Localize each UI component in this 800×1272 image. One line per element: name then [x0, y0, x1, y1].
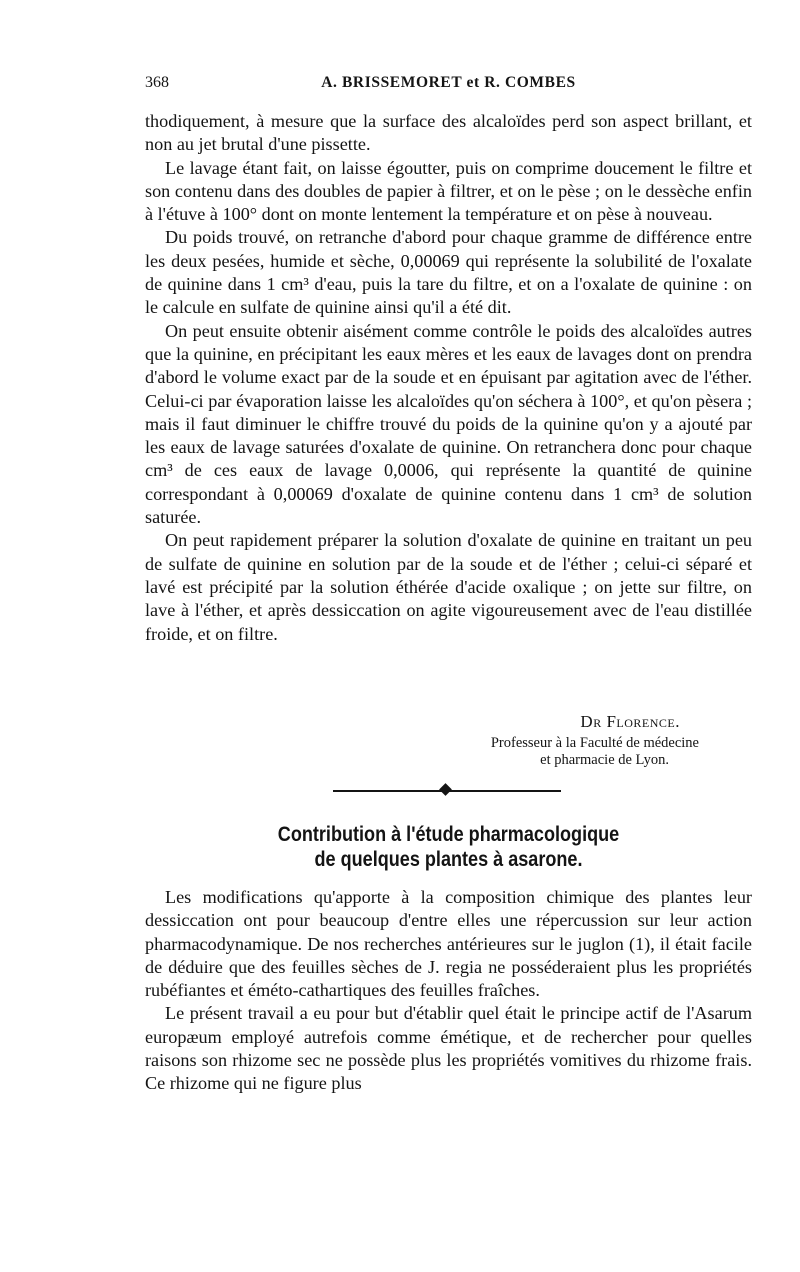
- paragraph: Les modifications qu'apporte à la composition chimique des plantes leur dessiccation ont pour beaucoup d'entre elles une répercussion sur leur action pharmacodynamique. De nos recherches antérieures sur le juglon (1), il était facile de déduire que des feuilles sèches de J. regia ne posséderaient plus les propriétés rubéfiantes et éméto-cathartiques des feuilles fraîches.: [145, 887, 752, 1001]
- paragraph: Le présent travail a eu pour but d'établir quel était le principe actif de l'Asarum europæum employé autrefois comme émétique, et de rechercher pour quelles raisons son rhizome sec ne possède plus les propriétés vomitives du rhizome frais. Ce rhizome qui ne figure plus: [145, 1003, 752, 1094]
- signature-affiliation: Professeur à la Faculté de médecine: [490, 735, 699, 751]
- signature-affiliation: et pharmacie de Lyon.: [540, 752, 669, 768]
- paragraph: On peut ensuite obtenir aisément comme contrôle le poids des alcaloïdes autres que la quinine, en précipitant les eaux mères et les eaux de lavages dont on prendra d'abord le volume exact par de la soude et en épuisant par agitation avec de l'éther. Celui-ci par évaporation laisse les alcaloïdes qu'on séchera à 100°, et qu'on pèsera ; mais il faut diminuer le chiffre trouvé du poids de la quinine qu'on y a ajouté par les eaux de lavage saturées d'oxalate de quinine. On retranchera donc pour chaque cm³ de ces eaux de lavage 0,0006, qui représente la quantité de quinine correspondant à 0,00069 d'oxalate de quinine contenu dans 1 cm³ de solution saturée.: [145, 320, 752, 528]
- paragraph: Le lavage étant fait, on laisse égoutter, puis on comprime doucement le filtre et son contenu dans des doubles de papier à filtrer, et on le pèse ; on le dessèche enfin à l'étuve à 100° dont on monte lentement la température et on pèse à nouveau.: [145, 157, 752, 225]
- article-title-line: Contribution à l'étude pharmacologique: [277, 823, 620, 846]
- article-title-line: de quelques plantes à asarone.: [314, 848, 583, 871]
- paragraph: Du poids trouvé, on retranche d'abord pour chaque gramme de différence entre les deux pesées, humide et sèche, 0,00069 qui représente la solubilité de l'oxalate de quinine dans 1 cm³ d'eau, puis la tare du filtre, et on a l'oxalate de quinine : on le calcule en sulfate de quinine ainsi qu'il a été dit.: [145, 227, 752, 318]
- body-text-article: [145, 886, 752, 1096]
- body-text-section-1: [145, 110, 752, 646]
- paragraph: thodiquement, à mesure que la surface des alcaloïdes perd son aspect brillant, et non au jet brutal d'une pissette.: [145, 111, 752, 155]
- signature-name: Dr Florence.: [580, 712, 680, 731]
- divider-diamond-ornament: [439, 783, 452, 796]
- running-head: A. BRISSEMORET et R. COMBES: [321, 74, 576, 91]
- paragraph: On peut rapidement préparer la solution d'oxalate de quinine en traitant un peu de sulfate de quinine en solution par de la soude et de l'éther ; celui-ci séparé et lavé est précipité par la solution éthérée d'acide oxalique ; on jette sur filtre, on lave à l'éther, et après dessiccation on agite vigoureusement avec de l'eau distillée froide, et on filtre.: [145, 530, 752, 644]
- page-number: 368: [145, 74, 169, 91]
- page-header: [145, 74, 752, 100]
